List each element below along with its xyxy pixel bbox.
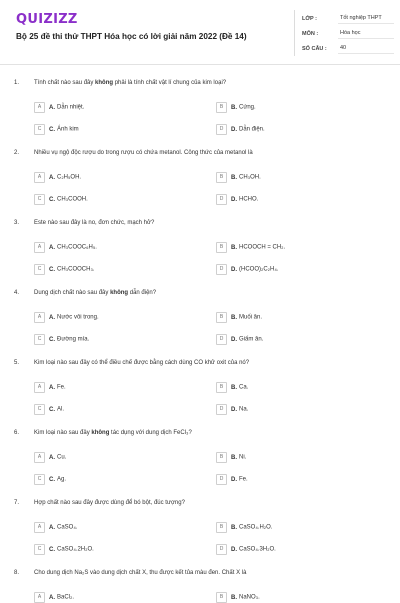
option-key: A. bbox=[49, 175, 55, 182]
answer-option[interactable] bbox=[216, 452, 246, 463]
option-letter-box: A bbox=[34, 592, 45, 603]
page-title: Bộ 25 đề thi thử THPT Hóa học có lời giải năm 2022 (Đề 14) bbox=[16, 32, 247, 41]
option-letter-box: A bbox=[34, 242, 45, 253]
question-number: 8. bbox=[14, 570, 20, 576]
question-text bbox=[34, 430, 192, 436]
question-number: 2. bbox=[14, 150, 20, 156]
question-text bbox=[34, 220, 154, 226]
question-number: 6. bbox=[14, 430, 20, 436]
question-text-part: Nhiều vụ ngộ độc rượu do trong rượu có chứa metanol. Công thức của metanol là bbox=[34, 150, 253, 156]
option-key: D. bbox=[231, 127, 237, 134]
option-letter-box: C bbox=[34, 334, 45, 345]
option-text: NaNO₃. bbox=[239, 594, 260, 601]
option-key: A. bbox=[49, 455, 55, 462]
question-emphasis: không bbox=[110, 290, 129, 296]
option-key: B. bbox=[231, 175, 237, 182]
meta-subject-label: MÔN : bbox=[302, 31, 319, 37]
option-key: D. bbox=[231, 407, 237, 414]
answer-option[interactable] bbox=[216, 124, 265, 135]
option-letter-box: B bbox=[216, 382, 227, 393]
question-text bbox=[34, 150, 253, 156]
option-text: CH₃OH. bbox=[239, 174, 261, 181]
option-key: C. bbox=[49, 337, 55, 344]
option-letter-box: D bbox=[216, 474, 227, 485]
option-key: A. bbox=[49, 105, 55, 112]
option-letter-box: D bbox=[216, 404, 227, 415]
option-key: B. bbox=[231, 595, 237, 602]
option-key: C. bbox=[49, 267, 55, 274]
option-text: Nước vôi trong. bbox=[57, 314, 99, 321]
question-text-part: tác dụng với dung dịch FeCl₃? bbox=[109, 430, 192, 436]
question-text bbox=[34, 80, 226, 86]
question-emphasis: không bbox=[91, 430, 110, 436]
option-letter-box: A bbox=[34, 312, 45, 323]
option-text: Muối ăn. bbox=[239, 314, 263, 321]
option-key: A. bbox=[49, 385, 55, 392]
option-text: Ag. bbox=[57, 476, 67, 483]
option-key: D. bbox=[231, 337, 237, 344]
question-text-part: Hợp chất nào sau đây được dùng để bó bột, đúc tượng? bbox=[34, 500, 185, 506]
question-text-part: Dung dịch chất nào sau đây bbox=[34, 290, 111, 296]
meta-count-value: 40 bbox=[338, 44, 394, 54]
question-text bbox=[34, 290, 156, 296]
answer-option[interactable] bbox=[216, 194, 258, 205]
answer-option[interactable] bbox=[216, 404, 248, 415]
option-text: Al. bbox=[57, 406, 65, 413]
question-number: 1. bbox=[14, 80, 20, 86]
question-emphasis: không bbox=[95, 80, 114, 86]
option-key: C. bbox=[49, 547, 55, 554]
answer-option[interactable] bbox=[34, 404, 64, 415]
option-key: B. bbox=[231, 315, 237, 322]
option-letter-box: B bbox=[216, 592, 227, 603]
option-letter-box: D bbox=[216, 264, 227, 275]
option-letter-box: B bbox=[216, 242, 227, 253]
option-letter-box: B bbox=[216, 452, 227, 463]
option-letter-box: C bbox=[34, 474, 45, 485]
option-key: D. bbox=[231, 197, 237, 204]
option-key: D. bbox=[231, 547, 237, 554]
header-divider bbox=[294, 10, 295, 56]
option-key: B. bbox=[231, 245, 237, 252]
option-key: D. bbox=[231, 267, 237, 274]
option-letter-box: C bbox=[34, 264, 45, 275]
question-text bbox=[34, 500, 185, 506]
option-text: CH₃COOC₆H₅. bbox=[57, 244, 97, 251]
option-text: Giấm ăn. bbox=[239, 336, 264, 343]
option-letter-box: A bbox=[34, 102, 45, 113]
option-letter-box: B bbox=[216, 312, 227, 323]
option-text: Cứng. bbox=[239, 104, 256, 111]
option-text: Cu. bbox=[57, 454, 67, 461]
option-letter-box: A bbox=[34, 522, 45, 533]
option-key: A. bbox=[49, 595, 55, 602]
option-text: CH₃COOH. bbox=[57, 196, 88, 203]
option-text: HCOOCH = CH₂. bbox=[239, 244, 286, 251]
option-letter-box: A bbox=[34, 382, 45, 393]
question-text-part: Tính chất nào sau đây bbox=[34, 80, 96, 86]
option-key: A. bbox=[49, 245, 55, 252]
quizizz-logo: QUIZIZZ bbox=[16, 12, 78, 27]
question-number: 4. bbox=[14, 290, 20, 296]
option-text: CH₃COOCH₃. bbox=[57, 266, 95, 273]
answer-option[interactable] bbox=[216, 264, 278, 275]
answer-option[interactable] bbox=[216, 172, 261, 183]
answer-option[interactable] bbox=[216, 592, 260, 603]
answer-option[interactable] bbox=[34, 124, 79, 135]
question-text-part: Cho dung dịch Na₂S vào dung dịch chất X, thu được kết tủa màu đen. Chất X là bbox=[34, 570, 247, 576]
question-number: 7. bbox=[14, 500, 20, 506]
option-text: Đường mía. bbox=[57, 336, 90, 343]
meta-count-label: SỐ CÂU : bbox=[302, 46, 327, 52]
question-number: 5. bbox=[14, 360, 20, 366]
option-key: B. bbox=[231, 455, 237, 462]
option-key: B. bbox=[231, 105, 237, 112]
answer-option[interactable] bbox=[34, 102, 84, 113]
option-key: C. bbox=[49, 197, 55, 204]
answer-option[interactable] bbox=[34, 242, 97, 253]
option-letter-box: D bbox=[216, 544, 227, 555]
question-text bbox=[34, 570, 246, 576]
option-key: B. bbox=[231, 525, 237, 532]
question-text-part: phải là tính chất vật lí chung của kim loại? bbox=[113, 80, 227, 86]
option-text: (HCOO)₂C₂H₄. bbox=[239, 266, 279, 273]
option-text: CaSO₄.2H₂O. bbox=[57, 546, 94, 553]
option-key: A. bbox=[49, 525, 55, 532]
option-text: CaSO₄. bbox=[57, 524, 78, 531]
answer-option[interactable] bbox=[216, 242, 285, 253]
answer-option[interactable] bbox=[34, 334, 89, 345]
answer-option[interactable] bbox=[34, 474, 66, 485]
answer-option[interactable] bbox=[216, 312, 262, 323]
option-key: A. bbox=[49, 315, 55, 322]
option-key: C. bbox=[49, 477, 55, 484]
option-text: Dẫn điện. bbox=[239, 126, 265, 133]
option-letter-box: D bbox=[216, 194, 227, 205]
option-text: HCHO. bbox=[239, 196, 259, 203]
answer-option[interactable] bbox=[216, 334, 263, 345]
option-text: BaCl₂. bbox=[57, 594, 75, 601]
answer-option[interactable] bbox=[216, 102, 256, 113]
option-letter-box: D bbox=[216, 334, 227, 345]
answer-option[interactable] bbox=[34, 592, 74, 603]
answer-option[interactable] bbox=[34, 264, 95, 275]
option-letter-box: B bbox=[216, 172, 227, 183]
option-text: CaSO₄.H₂O. bbox=[239, 524, 273, 531]
option-key: C. bbox=[49, 407, 55, 414]
question-text-part: Este nào sau đây là no, đơn chức, mạch hở? bbox=[34, 220, 155, 226]
question-number: 3. bbox=[14, 220, 20, 226]
option-text: Ni. bbox=[239, 454, 247, 461]
option-letter-box: A bbox=[34, 452, 45, 463]
answer-option[interactable] bbox=[34, 312, 99, 323]
answer-option[interactable] bbox=[34, 452, 66, 463]
option-text: Ca. bbox=[239, 384, 249, 391]
answer-option[interactable] bbox=[34, 544, 94, 555]
answer-option[interactable] bbox=[216, 382, 248, 393]
meta-class-label: LỚP : bbox=[302, 16, 317, 22]
meta-subject-value: Hóa học bbox=[338, 29, 394, 39]
option-letter-box: C bbox=[34, 124, 45, 135]
option-letter-box: B bbox=[216, 522, 227, 533]
meta-class-value: Tốt nghiệp THPT bbox=[338, 14, 394, 24]
option-letter-box: D bbox=[216, 124, 227, 135]
option-text: C₂H₅OH. bbox=[57, 174, 82, 181]
document-header bbox=[0, 0, 400, 65]
option-key: D. bbox=[231, 477, 237, 484]
option-text: Fe. bbox=[57, 384, 66, 391]
option-letter-box: C bbox=[34, 194, 45, 205]
answer-option[interactable] bbox=[216, 474, 248, 485]
answer-option[interactable] bbox=[34, 194, 88, 205]
answer-option[interactable] bbox=[216, 544, 276, 555]
option-text: Ánh kim bbox=[57, 126, 79, 133]
question-text-part: Kim loại nào sau đây bbox=[34, 430, 92, 436]
question-text-part: Kim loại nào sau đây có thể điều chế được bằng cách dùng CO khử oxit của nó? bbox=[34, 360, 250, 366]
answer-option[interactable] bbox=[34, 522, 77, 533]
option-key: B. bbox=[231, 385, 237, 392]
question-text-part: dẫn điện? bbox=[128, 290, 157, 296]
answer-option[interactable] bbox=[216, 522, 272, 533]
option-letter-box: B bbox=[216, 102, 227, 113]
option-text: Fe. bbox=[239, 476, 248, 483]
option-text: CaSO₄.3H₂O. bbox=[239, 546, 276, 553]
option-letter-box: C bbox=[34, 404, 45, 415]
answer-option[interactable] bbox=[34, 172, 81, 183]
answer-option[interactable] bbox=[34, 382, 66, 393]
option-text: Dẫn nhiệt. bbox=[57, 104, 85, 111]
option-text: Na. bbox=[239, 406, 249, 413]
option-letter-box: A bbox=[34, 172, 45, 183]
option-key: C. bbox=[49, 127, 55, 134]
question-text bbox=[34, 360, 249, 366]
option-letter-box: C bbox=[34, 544, 45, 555]
